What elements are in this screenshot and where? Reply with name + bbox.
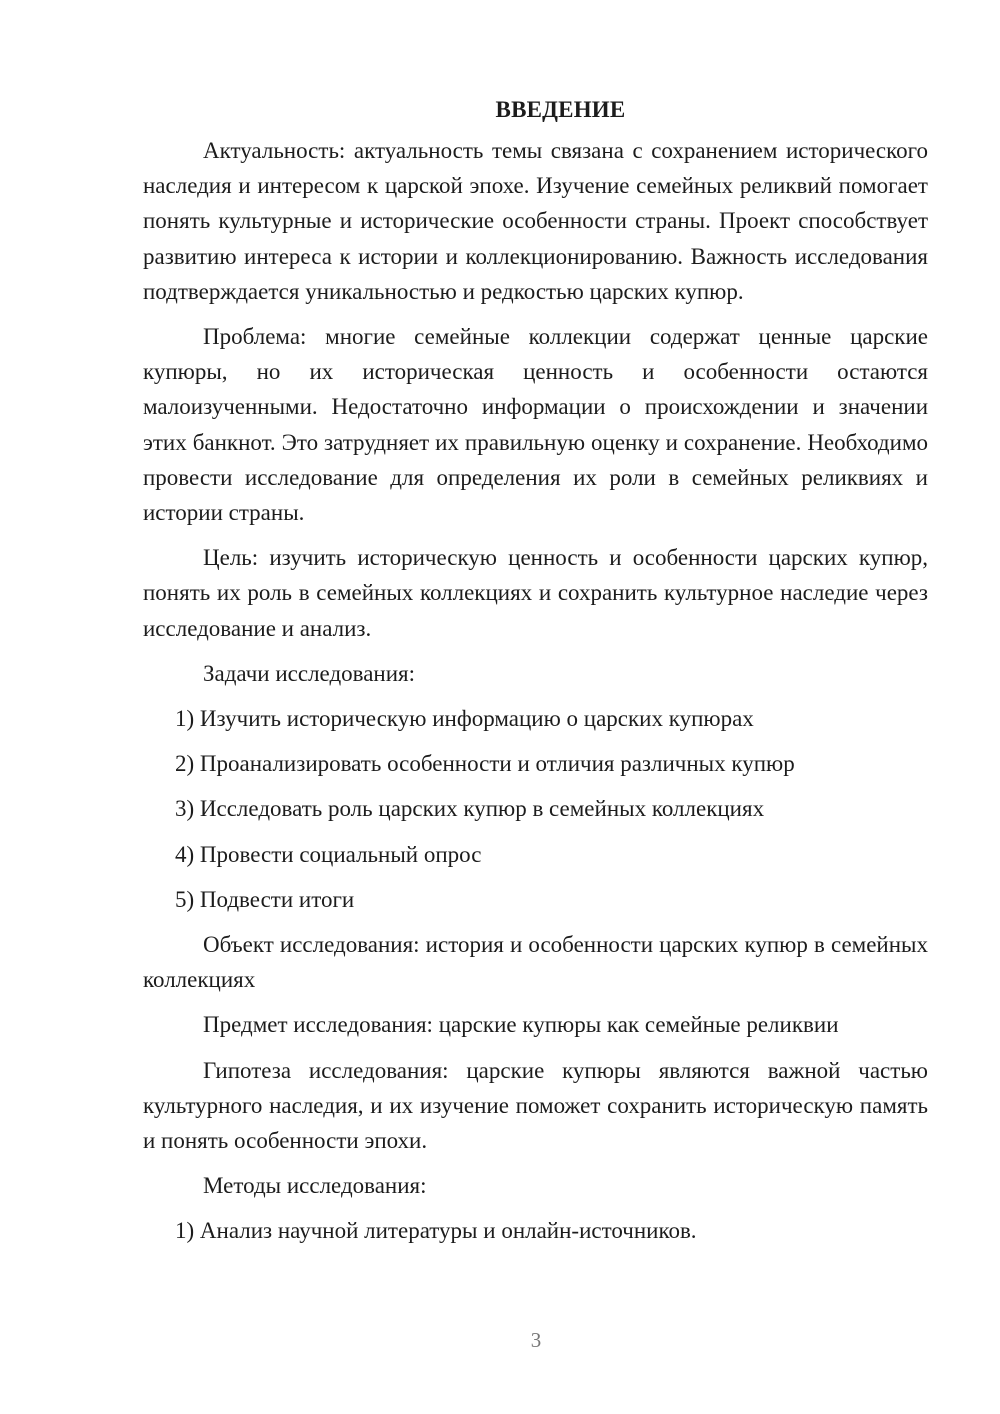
- subject-paragraph: Предмет исследования: царские купюры как семейные реликвии: [203, 1012, 839, 1038]
- relevance-paragraph: Актуальность: актуальность темы связана с сохранением исторического наследия и интересом к царской эпохе. Изучение семейных реликвий помогает понять культурные и исторические особенности страны. Проект способствует развитию интереса к истории и коллекционированию. Важность исследования подтверждается уникальностью и редкостью царских купюр.: [143, 138, 928, 304]
- task-item-3: 3) Исследовать роль царских купюр в семейных коллекциях: [175, 796, 765, 822]
- section-heading: ВВЕДЕНИЕ: [495, 97, 626, 122]
- method-item-1: 1) Анализ научной литературы и онлайн-источников.: [175, 1218, 697, 1244]
- hypothesis-paragraph: Гипотеза исследования: царские купюры являются важной частью культурного наследия, и их изучение поможет сохранить историческую память и понять особенности эпохи.: [143, 1057, 928, 1154]
- tasks-heading: Задачи исследования:: [203, 660, 416, 686]
- page-content: [143, 92, 928, 1259]
- problem-paragraph: Проблема: многие семейные коллекции содержат ценные царские купюры, но их историческая ценность и особенности остаются малоизученными. Недостаточно информации о происхождении и значении этих банкнот. Это затрудняет их правильную оценку и сохранение. Необходимо провести исследование для определения их роли в семейных реликвиях и истории страны.: [143, 324, 928, 526]
- goal-paragraph: Цель: изучить историческую ценность и особенности царских купюр, понять их роль в семейных коллекциях и сохранить культурное наследие через исследование и анализ.: [143, 545, 928, 641]
- task-item-4: 4) Провести социальный опрос: [175, 841, 482, 867]
- task-item-1: 1) Изучить историческую информацию о царских купюрах: [175, 706, 754, 732]
- object-paragraph: Объект исследования: история и особенности царских купюр в семейных коллекциях: [143, 932, 928, 993]
- methods-heading: Методы исследования:: [203, 1173, 427, 1199]
- task-item-2: 2) Проанализировать особенности и отличия различных купюр: [175, 751, 795, 777]
- page-number: 3: [530, 1328, 542, 1352]
- task-item-5: 5) Подвести итоги: [175, 886, 355, 912]
